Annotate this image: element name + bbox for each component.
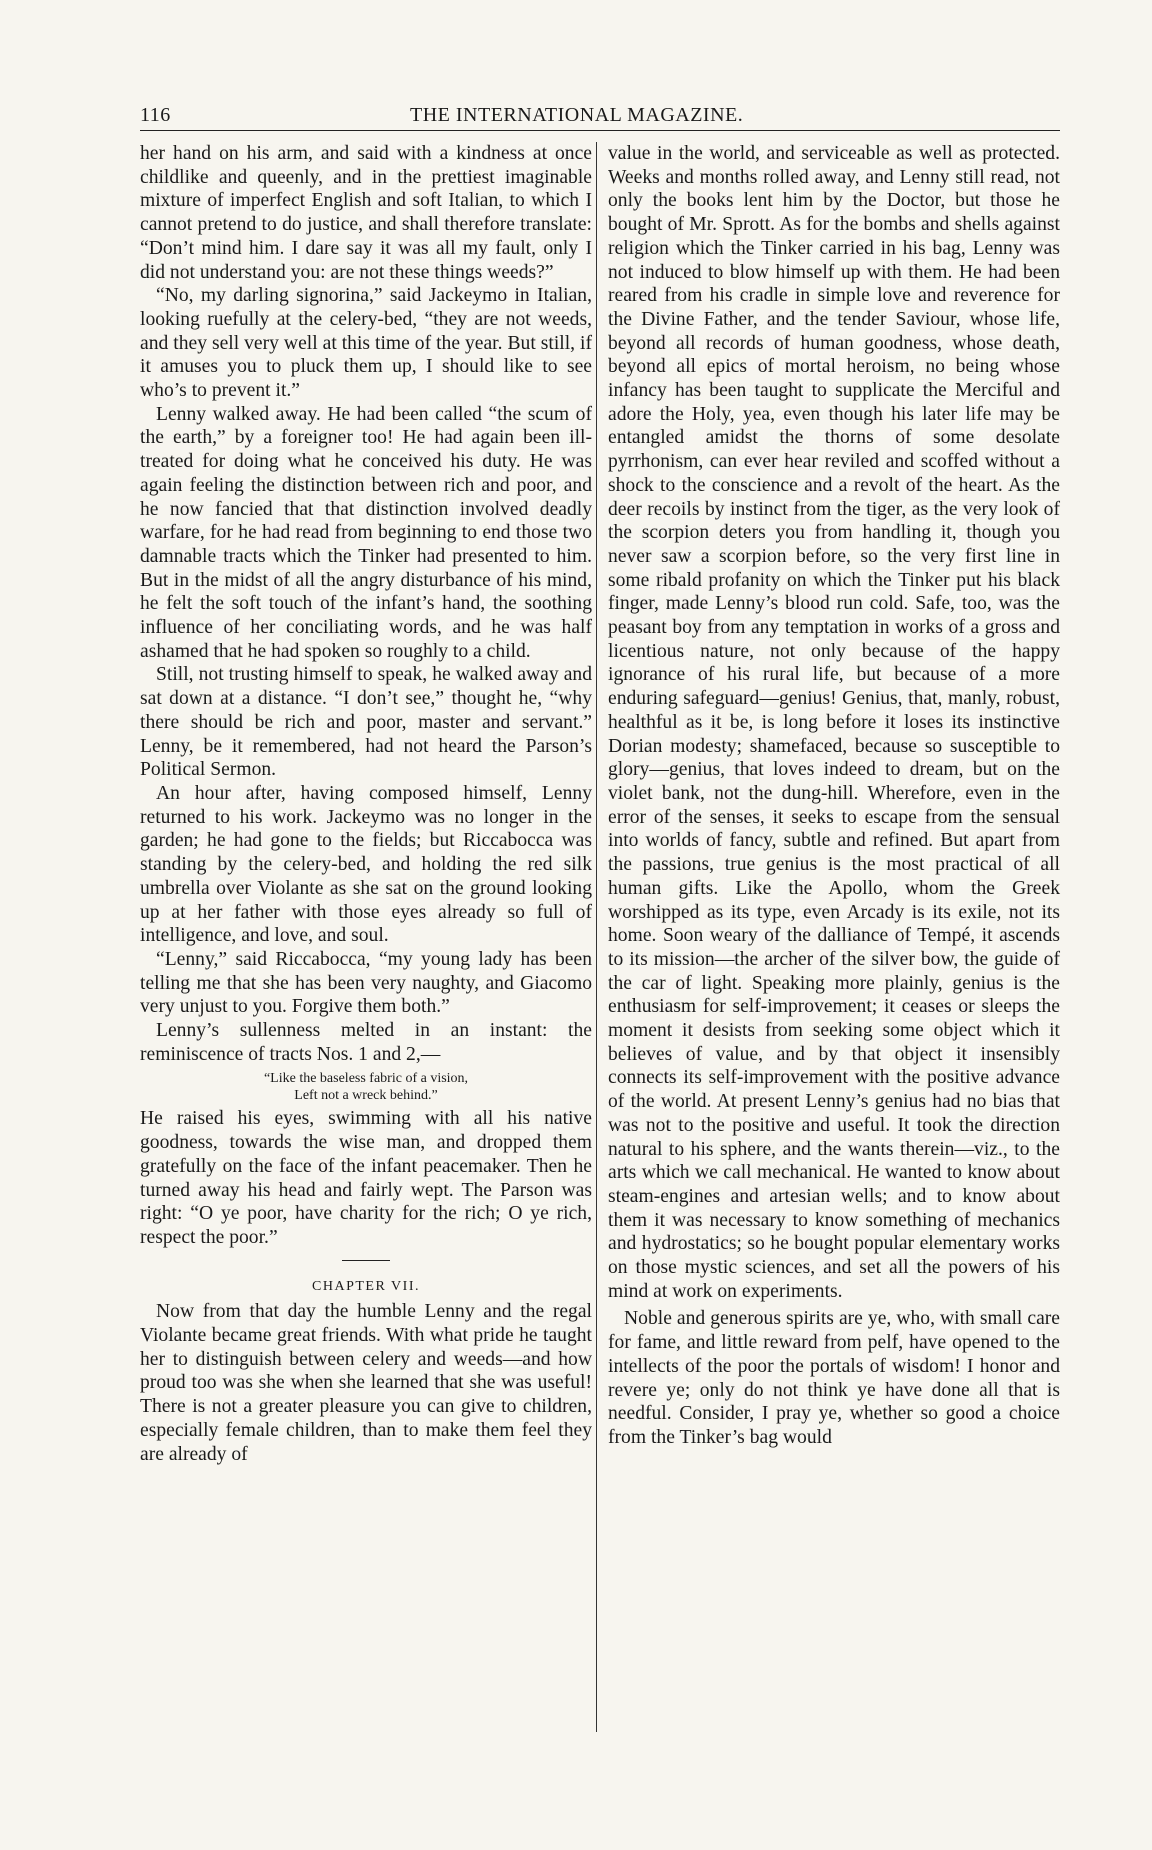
paragraph: Now from that day the humble Lenny and the regal Violante became great friends. With what pride he taught her to distinguish between celery and weeds—and how proud too was she when she learned that she was useful! There is not a greater pleasure you can give to children, especially female children, than to make them feel they are already of <box>140 1301 592 1465</box>
page-number: 116 <box>140 104 171 126</box>
paragraph: value in the world, and serviceable as well as protected. Weeks and months rolled away, and Lenny still read, not only the books lent him by the Doctor, but those he bought of Mr. Sprott. As for the bombs and shells against religion which the Tinker carried in his bag, Lenny was not induced to blow himself up with them. He had been reared from his cradle in simple love and reverence for the Divine Father, and the tender Saviour, whose life, beyond all records of human goodness, whose death, beyond all epics of mortal heroism, no being whose infancy has been taught to supplicate the Merciful and adore the Holy, yea, even though his later life may be entangled amidst the thorns of some desolate pyrrhonism, can ever hear reviled and scoffed without a shock to the conscience and a revolt of the heart. As the deer recoils by instinct from the tiger, as the very look of the scorpion deters you from handling it, though you never saw a scorpion before, so the very first line in some ribald profanity on which the Tinker put his black finger, made Lenny’s blood run cold. Safe, too, was the peasant boy from any temptation in works of a gross and licentious nature, not only because of the happy ignorance of his rural life, but because of a more enduring safeguard—genius! Genius, that, manly, robust, healthful as it be, is long before it loses its instinctive Dorian modesty; shamefaced, because so susceptible to glory—genius, that loves indeed to dream, but on the violet bank, not the dung-hill. Wherefore, even in the error of the senses, it seeks to escape from the sensual into worlds of fancy, subtle and refined. But apart from the passions, true genius is the most practical of all human gifts. Like the Apollo, whom the Greek worshipped as its type, even Arcady is its exile, not its home. Soon weary of the dalliance of Tempé, it ascends to its mission—the archer of the silver bow, the guide of the car of light. Speaking more plainly, genius is the enthusiasm for self-improvement; it ceases or sleeps the moment it desists from seeking some object which it believes of value, and by that object it insensibly connects its self-improvement with the positive advance of the world. At present Lenny’s genius had no bias that was not to the positive and useful. It took the direction natural to his sphere, and the wants therein—viz., to the arts which we call mechanical. He wanted to know about steam-engines and artesian wells; and to know about them it was necessary to know something of mechanics and hydrostatics; so he bought popular elementary works on those mystic sciences, and set all the powers of his mind at work on experiments. <box>608 143 1060 1302</box>
verse-quote <box>140 1070 592 1104</box>
right-column <box>608 142 1060 1450</box>
paragraph: Lenny walked away. He had been called “the scum of the earth,” by a foreigner too! He had again been ill-treated for doing what he conceived his duty. He was again feeling the distinction between rich and poor, and he now fancied that that distinction involved deadly warfare, for he had read from beginning to end those two damnable tracts which the Tinker had presented to him. But in the midst of all the angry disturbance of his mind, he felt the soft touch of the infant’s hand, the soothing influence of her conciliating words, and he was half ashamed that he had spoken so roughly to a child. <box>140 403 592 662</box>
paragraph: her hand on his arm, and said with a kindness at once childlike and queenly, and in the prettiest imaginable mixture of imperfect English and soft Italian, to which I cannot pretend to do justice, and shall therefore translate: “Don’t mind him. I dare say it was all my fault, only I did not understand you: are not these things weeds?” <box>140 143 592 283</box>
paragraph: Still, not trusting himself to speak, he walked away and sat down at a distance. “I don’t see,” thought he, “why there should be rich and poor, master and servant.” Lenny, be it remembered, had not heard the Parson’s Political Sermon. <box>140 664 592 781</box>
paragraph: He raised his eyes, swimming with all his native goodness, towards the wise man, and dropped them gratefully on the face of the infant peacemaker. Then he turned away his head and fairly wept. The Parson was right: “O ye poor, have charity for the rich; O ye rich, respect the poor.” <box>140 1108 592 1248</box>
paragraph: “No, my darling signorina,” said Jackeymo in Italian, looking ruefully at the celery-bed, “they are not weeds, and they sell very well at this time of the year. But still, if it amuses you to pluck them up, I should like to see who’s to prevent it.” <box>140 285 592 402</box>
paragraph: Lenny’s sullenness melted in an instant: the reminiscence of tracts Nos. 1 and 2,— <box>140 1020 592 1065</box>
chapter-heading: CHAPTER VII. <box>312 1278 420 1294</box>
running-header <box>140 100 1060 130</box>
running-title: THE INTERNATIONAL MAGAZINE. <box>410 104 744 126</box>
left-column <box>140 142 592 1466</box>
quote-line: “Like the baseless fabric of a vision, <box>263 1071 469 1087</box>
column-divider <box>596 142 597 1732</box>
paragraph: An hour after, having composed himself, Lenny returned to his work. Jackeymo was no longer in the garden; he had gone to the fields; but Riccabocca was standing by the celery-bed, and holding the red silk umbrella over Violante as she sat on the ground looking up at her father with those eyes already so full of intelligence, and love, and soul. <box>140 782 592 947</box>
paragraph: “Lenny,” said Riccabocca, “my young lady has been telling me that she has been very naughty, and Giacomo very unjust to you. Forgive them both.” <box>140 948 592 1018</box>
paragraph: Noble and generous spirits are ye, who, with small care for fame, and little reward from pelf, have opened to the intellects of the poor the portals of wisdom! I honor and revere ye; only do not think ye have done all that is needful. Consider, I pray ye, whether so good a choice from the Tinker’s bag would <box>608 1308 1060 1448</box>
header-rule <box>140 130 1060 131</box>
quote-line: Left not a wreck behind.” <box>294 1088 438 1104</box>
section-separator <box>342 1260 390 1261</box>
